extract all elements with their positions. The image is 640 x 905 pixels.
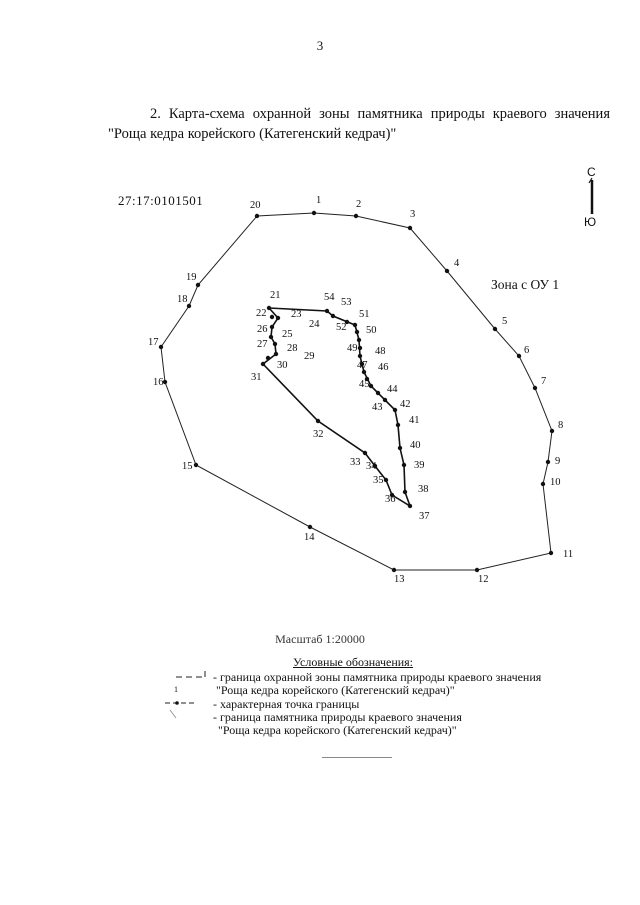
page-number: 3	[316, 38, 324, 53]
inner-point-label-28: 28	[287, 343, 298, 354]
inner-point-label-45: 45	[359, 379, 370, 390]
legend-monument-boundary-text: - граница памятника природы краевого значения	[213, 710, 462, 724]
outer-point-label-20: 20	[250, 200, 261, 211]
legend-point-text: - характерная точка границы	[213, 697, 360, 711]
outer-point-label-15: 15	[182, 461, 193, 472]
outer-point-label-3: 3	[410, 209, 416, 220]
inner-point-label-41: 41	[409, 415, 420, 426]
inner-point-label-42: 42	[400, 399, 411, 410]
inner-point-label-26: 26	[257, 324, 268, 335]
outer-point-9	[546, 460, 550, 464]
outer-point-label-13: 13	[394, 574, 405, 585]
outer-point-label-14: 14	[304, 532, 315, 543]
outer-point-label-17: 17	[148, 337, 159, 348]
outer-point-5	[493, 327, 497, 331]
compass-north-label: С	[587, 165, 596, 179]
outer-point-label-9: 9	[555, 456, 561, 467]
inner-point-label-38: 38	[418, 484, 429, 495]
heading-line-2: "Роща кедра корейского (Категенский кедрач)"	[108, 126, 397, 142]
inner-point-label-33: 33	[350, 457, 361, 468]
inner-point-label-52: 52	[336, 322, 347, 333]
legend-point-symbol-number: 1	[174, 685, 178, 694]
inner-point-label-51: 51	[359, 309, 370, 320]
outer-point-label-5: 5	[502, 316, 508, 327]
inner-point-label-43: 43	[372, 402, 383, 413]
outer-point-13	[392, 568, 396, 572]
outer-point-markers	[159, 211, 554, 572]
inner-point-label-46: 46	[378, 362, 389, 373]
inner-point-label-30: 30	[277, 360, 288, 371]
outer-point-label-11: 11	[563, 549, 574, 560]
cadastral-number: 27:17:0101501	[118, 193, 204, 208]
heading-line-1: 2. Карта-схема охранной зоны памятника природы краевого значения	[150, 106, 610, 122]
outer-point-15	[194, 463, 198, 467]
legend-zone-boundary-text: - граница охранной зоны памятника природы краевого значения	[213, 670, 542, 684]
inner-point-label-40: 40	[410, 440, 421, 451]
legend-symbols	[165, 671, 205, 718]
outer-point-label-12: 12	[478, 574, 489, 585]
outer-point-11	[549, 551, 553, 555]
outer-point-label-7: 7	[541, 376, 547, 387]
protection-zone-boundary	[161, 213, 552, 570]
inner-point-label-54: 54	[324, 292, 335, 303]
outer-point-label-4: 4	[454, 258, 460, 269]
inner-point-label-32: 32	[313, 429, 324, 440]
scale-label: Масштаб 1:20000	[275, 632, 365, 646]
outer-point-7	[533, 386, 537, 390]
inner-point-label-47: 47	[357, 360, 368, 371]
inner-point-label-31: 31	[251, 372, 262, 383]
inner-point-label-36: 36	[385, 494, 396, 505]
outer-point-label-6: 6	[524, 345, 530, 356]
outer-point-labels	[148, 195, 573, 585]
inner-point-label-27: 27	[257, 339, 268, 350]
outer-point-17	[159, 345, 163, 349]
outer-point-12	[475, 568, 479, 572]
inner-point-label-53: 53	[341, 297, 352, 308]
inner-point-label-37: 37	[419, 511, 430, 522]
outer-point-2	[354, 214, 358, 218]
inner-point-label-29: 29	[304, 351, 315, 362]
outer-point-label-8: 8	[558, 420, 564, 431]
outer-point-1	[312, 211, 316, 215]
inner-point-label-34: 34	[366, 461, 377, 472]
outer-point-label-1: 1	[316, 195, 322, 206]
outer-point-4	[445, 269, 449, 273]
inner-point-label-50: 50	[366, 325, 377, 336]
outer-point-label-10: 10	[550, 477, 561, 488]
inner-point-label-25: 25	[282, 329, 293, 340]
inner-point-label-22: 22	[256, 308, 267, 319]
outer-point-label-18: 18	[177, 294, 188, 305]
zone-label: Зона с ОУ 1	[491, 277, 560, 292]
inner-point-label-49: 49	[347, 343, 358, 354]
north-arrow-icon	[589, 178, 592, 214]
outer-point-8	[550, 429, 554, 433]
inner-point-label-21: 21	[270, 290, 281, 301]
outer-point-label-19: 19	[186, 272, 197, 283]
compass-south-label: Ю	[584, 215, 597, 229]
outer-point-10	[541, 482, 545, 486]
inner-point-label-44: 44	[387, 384, 398, 395]
outer-point-label-2: 2	[356, 199, 362, 210]
legend-zone-boundary-name: "Роща кедра корейского (Категенский кедрач)"	[216, 683, 455, 697]
legend-monument-line-symbol	[170, 710, 176, 718]
legend-title: Условные обозначения:	[293, 655, 414, 669]
outer-point-20	[255, 214, 259, 218]
legend-monument-boundary-name: "Роща кедра корейского (Категенский кедрач)"	[218, 723, 457, 737]
legend-point-symbol	[175, 701, 179, 705]
outer-point-3	[408, 226, 412, 230]
inner-point-label-48: 48	[375, 346, 386, 357]
bottom-divider	[322, 757, 392, 758]
inner-point-label-39: 39	[414, 460, 425, 471]
inner-point-label-24: 24	[309, 319, 320, 330]
inner-point-label-23: 23	[291, 309, 302, 320]
inner-point-labels	[251, 290, 430, 522]
outer-point-6	[517, 354, 521, 358]
outer-point-14	[308, 525, 312, 529]
outer-point-label-16: 16	[153, 377, 164, 388]
outer-point-19	[196, 283, 200, 287]
inner-point-label-35: 35	[373, 475, 384, 486]
